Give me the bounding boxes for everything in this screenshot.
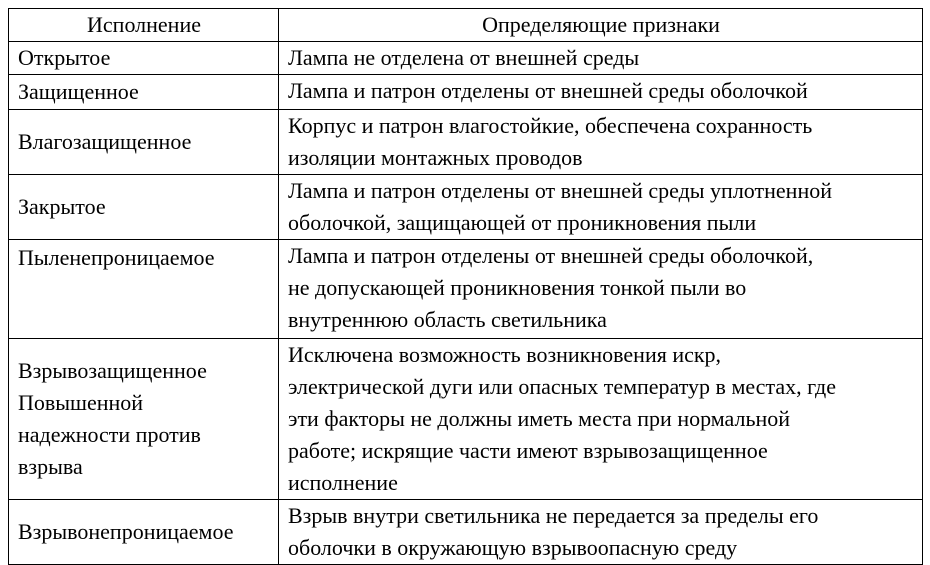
header-col-execution: Исполнение: [9, 9, 279, 42]
execution-name: Взрывонепроницаемое: [18, 519, 234, 544]
features-text: исполнение: [288, 470, 398, 495]
execution-name: Пыленепроницаемое: [18, 245, 215, 270]
execution-name: Повышенной: [18, 390, 144, 415]
features-text: Взрыв внутри светильника не передается за пределы его: [288, 503, 819, 528]
execution-cell: [9, 42, 279, 75]
execution-cell: [9, 175, 279, 240]
execution-name: взрыва: [18, 454, 83, 479]
enclosure-types-table: [8, 8, 923, 565]
execution-name: Защищенное: [18, 79, 139, 104]
features-text: Исключена возможность возникновения искр,: [288, 342, 722, 367]
execution-name: Закрытое: [18, 194, 106, 219]
features-text: внутреннюю область светильника: [288, 307, 607, 332]
execution-cell: [9, 500, 279, 565]
features-text: Корпус и патрон влагостойкие, обеспечена сохранность: [288, 113, 813, 138]
table-row: [9, 339, 923, 500]
table-row: [9, 75, 923, 110]
features-cell: [279, 110, 923, 175]
execution-name: Взрывозащищенное: [18, 358, 207, 383]
features-text: Лампа не отделена от внешней среды: [288, 45, 640, 70]
table-header: [9, 9, 923, 42]
features-cell: [279, 339, 923, 500]
features-cell: [279, 500, 923, 565]
features-text: работе; искрящие части имеют взрывозащищенное: [288, 438, 768, 463]
execution-name: Влагозащищенное: [18, 129, 192, 154]
execution-cell: [9, 75, 279, 110]
features-cell: [279, 42, 923, 75]
table-row: [9, 240, 923, 339]
features-text: оболочки в окружающую взрывоопасную среду: [288, 535, 738, 560]
header-col-features: Определяющие признаки: [279, 9, 923, 42]
table-body: [9, 42, 923, 565]
execution-name: Открытое: [18, 45, 111, 70]
table-row: [9, 500, 923, 565]
execution-cell: [9, 339, 279, 500]
table-row: [9, 110, 923, 175]
features-cell: [279, 240, 923, 339]
features-text: электрической дуги или опасных температур в местах, где: [288, 374, 836, 399]
execution-name: надежности против: [18, 422, 201, 447]
features-text: Лампа и патрон отделены от внешней среды уплотненной: [288, 178, 832, 203]
table-row: [9, 42, 923, 75]
features-cell: [279, 175, 923, 240]
header-row: [9, 9, 923, 42]
features-cell: [279, 75, 923, 110]
features-text: оболочкой, защищающей от проникновения пыли: [288, 210, 757, 235]
table-row: [9, 175, 923, 240]
features-text: эти факторы не должны иметь места при нормальной: [288, 406, 791, 431]
features-text: Лампа и патрон отделены от внешней среды оболочкой: [288, 78, 808, 103]
features-text: Лампа и патрон отделены от внешней среды оболочкой,: [288, 243, 814, 268]
features-text: изоляции монтажных проводов: [288, 145, 583, 170]
execution-cell: [9, 240, 279, 339]
execution-cell: [9, 110, 279, 175]
features-text: не допускающей проникновения тонкой пыли во: [288, 275, 747, 300]
